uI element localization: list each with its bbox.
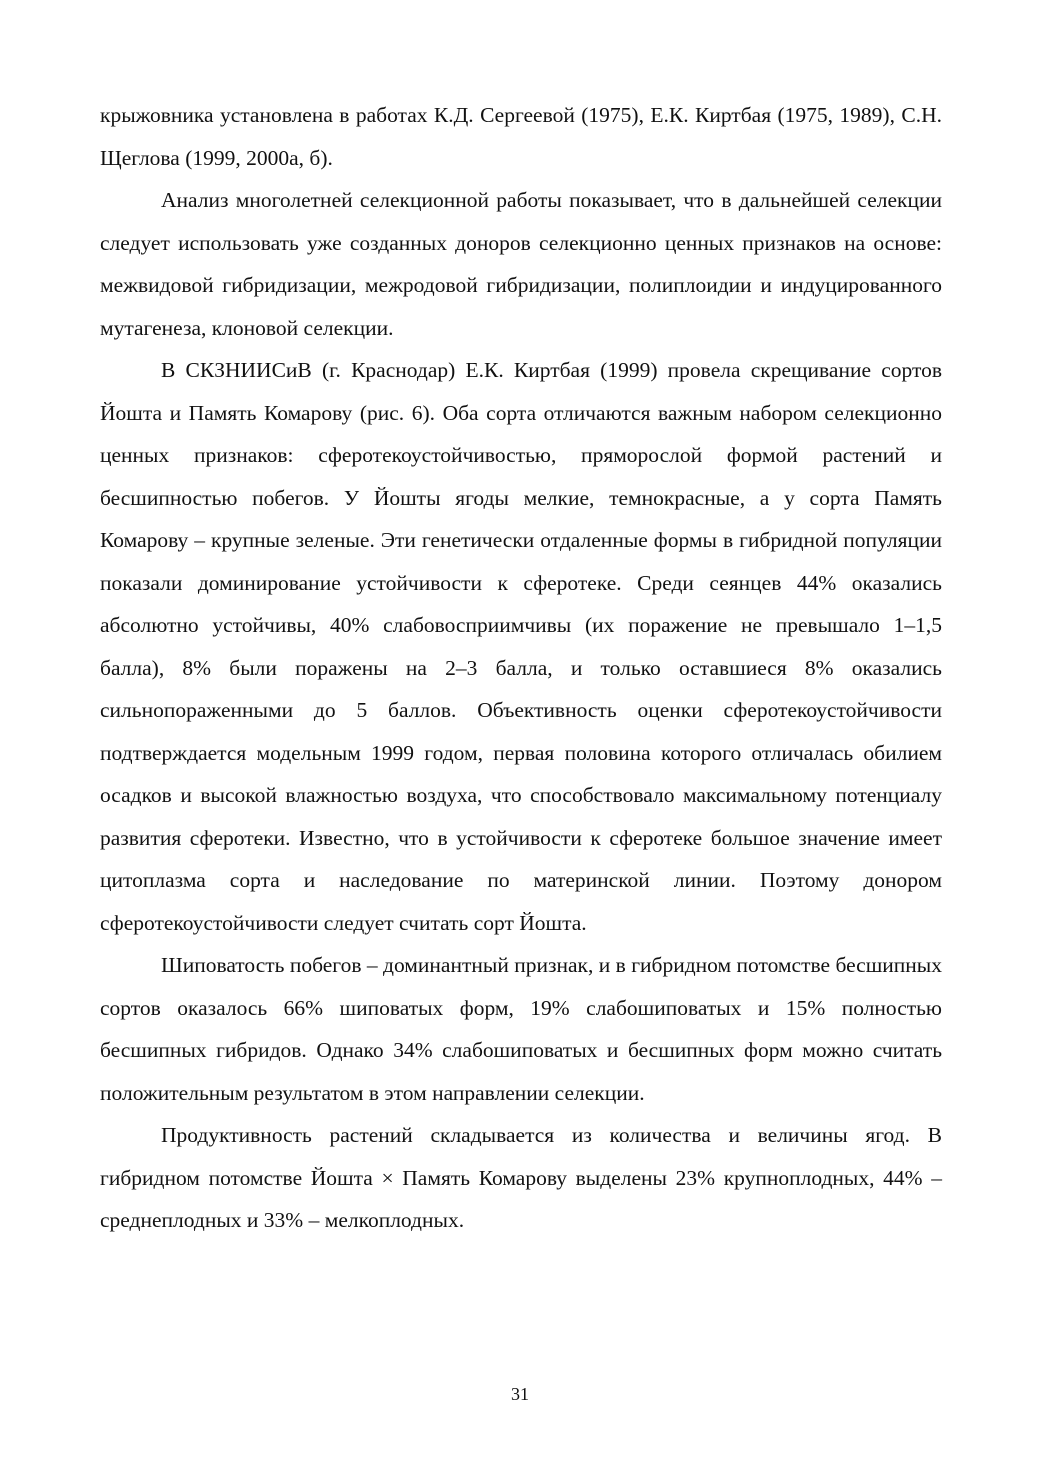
paragraph-analysis: Анализ многолетней селекционной работы показывает, что в дальнейшей селекции следует использовать уже созданных доноров селекционно ценных признаков на основе: межвидовой гибридизации, межродовой гибридизации, полиплоидии и индуцированного мутагенеза, клоновой селекции.: [100, 188, 942, 340]
paragraph-thorniness: Шиповатость побегов – доминантный признак, и в гибридном потомстве бесшипных сортов оказалось 66% шиповатых форм, 19% слабошиповатых и 15% полностью бесшипных гибридов. Однако 34% слабошиповатых и бесшипных форм можно считать положительным результатом в этом направлении селекции.: [100, 953, 942, 1105]
paragraph-productivity: Продуктивность растений складывается из количества и величины ягод. В гибридном потомстве Йошта × Память Комарову выделены 23% крупноплодных, 44% –среднеплодных и 33% – мелкоплодных.: [100, 1123, 942, 1232]
paragraph-crossing: В СКЗНИИСиВ (г. Краснодар) Е.К. Киртбая (1999) провела скрещивание сортов Йошта и Память Комарову (рис. 6). Оба сорта отличаются важным набором селекционно ценных признаков: сферотекоустойчивостью, пряморослой формой растений и бесшипностью побегов. У Йошты ягоды мелкие, темнокрасные, а у сорта Память Комарову – крупные зеленые. Эти генетически отдаленные формы в гибридной популяции показали доминирование устойчивости к сферотеке. Среди сеянцев 44% оказались абсолютно устойчивы, 40% слабовосприимчивы (их поражение не превышало 1–1,5 балла), 8% были поражены на 2–3 балла, и только оставшиеся 8% оказались сильнопораженными до 5 баллов. Объективность оценки сферотекоустойчивости подтверждается модельным 1999 годом, первая половина которого отличалась обилием осадков и высокой влажностью воздуха, что способствовало максимальному потенциалу развития сферотеки. Известно, что в устойчивости к сферотеке большое значение имеет цитоплазма сорта и наследование по материнской линии. Поэтому донором сферотекоустойчивости следует считать сорт Йошта.: [100, 358, 942, 935]
body-text: [100, 94, 942, 1242]
page-number: 31: [511, 1384, 529, 1404]
paragraph-continuation: крыжовника установлена в работах К.Д. Сергеевой (1975), Е.К. Киртбая (1975, 1989), С.Н. Щеглова (1999, 2000а, б).: [100, 103, 942, 170]
